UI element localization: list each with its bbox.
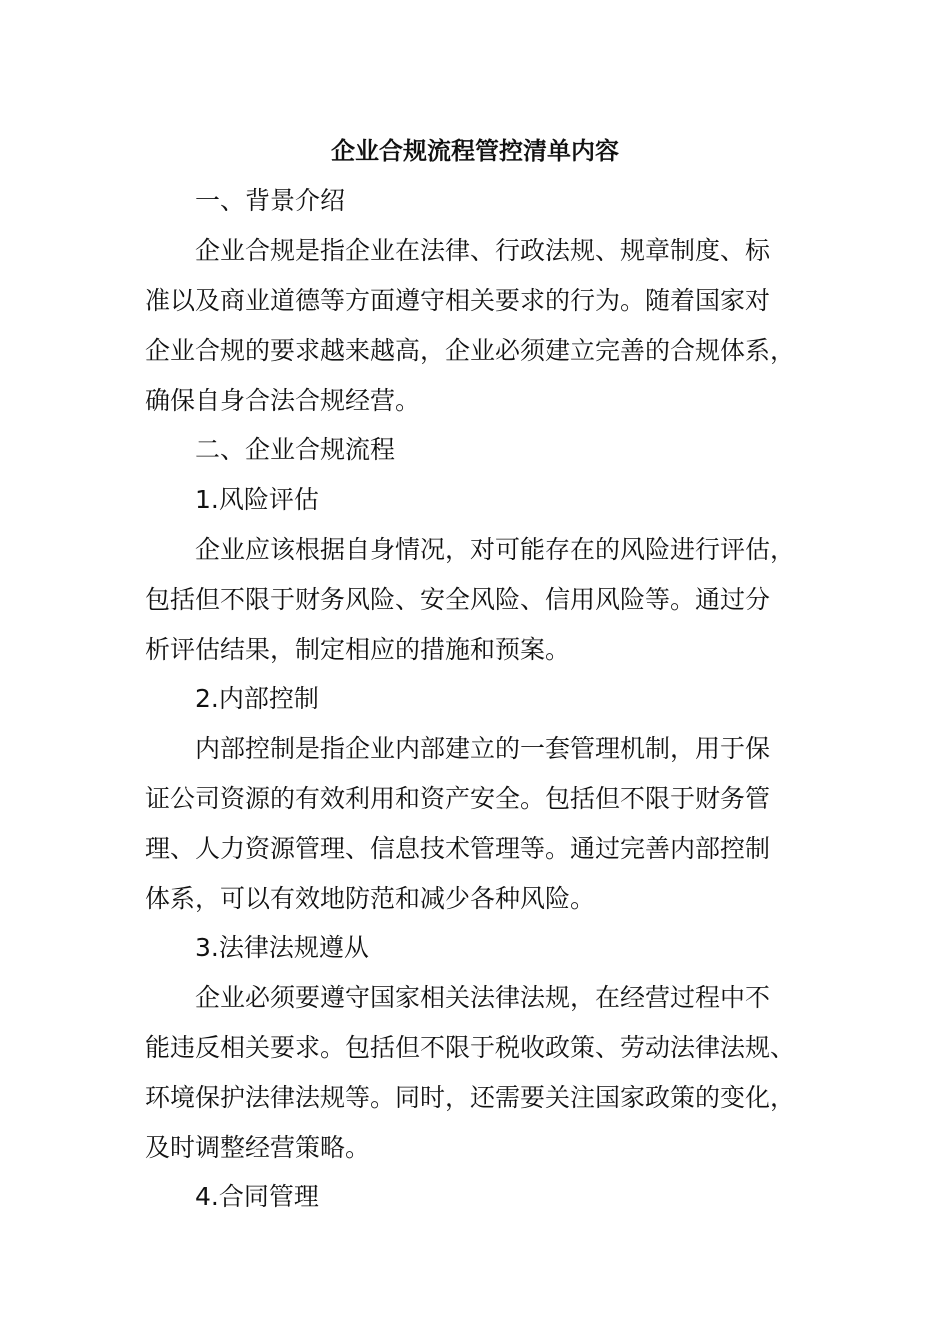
subsection-heading-internal-control: 2.内部控制 <box>195 684 319 713</box>
paragraph-line: 企业合规的要求越来越高，企业必须建立完善的合规体系， <box>145 336 796 365</box>
paragraph-line: 包括但不限于财务风险、安全风险、信用风险等。通过分 <box>145 585 771 614</box>
paragraph-line: 及时调整经营策略。 <box>145 1133 371 1162</box>
paragraph-line: 内部控制是指企业内部建立的一套管理机制，用于保 <box>195 734 771 763</box>
paragraph-line: 确保自身合法合规经营。 <box>145 386 421 415</box>
subsection-heading-risk-assessment: 1.风险评估 <box>195 485 319 514</box>
section-heading-process: 二、企业合规流程 <box>195 435 396 464</box>
paragraph-line: 准以及商业道德等方面遵守相关要求的行为。随着国家对 <box>145 286 771 315</box>
paragraph-line: 证公司资源的有效利用和资产安全。包括但不限于财务管 <box>145 784 771 813</box>
paragraph-line: 能违反相关要求。包括但不限于税收政策、劳动法律法规、 <box>145 1033 796 1062</box>
subsection-heading-contract-management: 4.合同管理 <box>195 1182 319 1211</box>
paragraph-line: 企业必须要遵守国家相关法律法规，在经营过程中不 <box>195 983 771 1012</box>
paragraph-line: 环境保护法律法规等。同时，还需要关注国家政策的变化， <box>145 1083 796 1112</box>
paragraph-line: 企业应该根据自身情况，对可能存在的风险进行评估， <box>195 535 796 564</box>
section-heading-background: 一、背景介绍 <box>195 186 346 215</box>
paragraph-line: 体系，可以有效地防范和减少各种风险。 <box>145 884 596 913</box>
document-title: 企业合规流程管控清单内容 <box>331 137 619 165</box>
paragraph-line: 企业合规是指企业在法律、行政法规、规章制度、标 <box>195 236 771 265</box>
paragraph-line: 理、人力资源管理、信息技术管理等。通过完善内部控制 <box>145 834 771 863</box>
subsection-heading-legal-compliance: 3.法律法规遵从 <box>195 933 369 962</box>
paragraph-line: 析评估结果，制定相应的措施和预案。 <box>145 635 571 664</box>
